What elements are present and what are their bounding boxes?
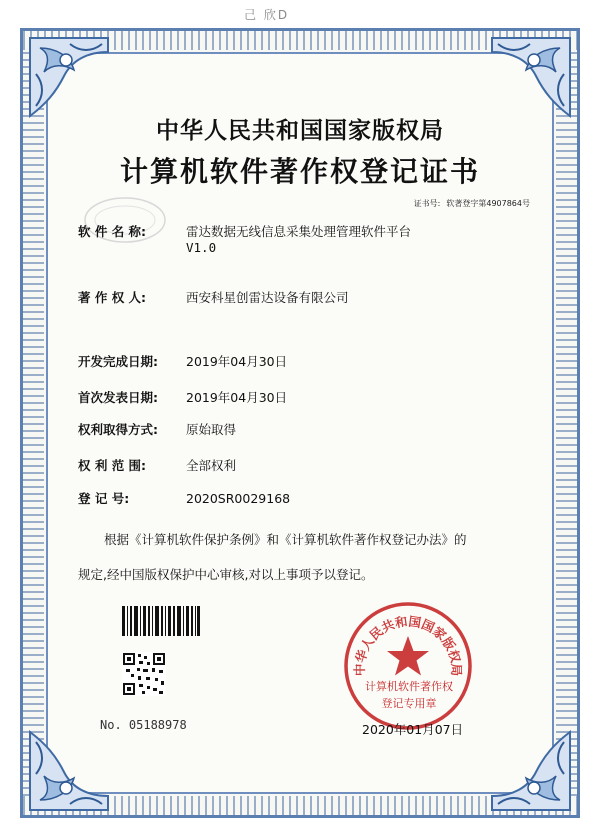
field-value: 西安科星创雷达设备有限公司 <box>186 290 349 305</box>
seal-arc-text: 中华人民共和国国家版权局 <box>351 613 465 677</box>
embossed-watermark <box>80 190 170 250</box>
statement-line-2: 规定,经中国版权保护中心审核,对以上事项予以登记。 <box>78 567 374 582</box>
field-acquire-method <box>78 420 236 438</box>
statement-line-1: 根据《计算机软件保护条例》和《计算机软件著作权登记办法》的 <box>104 532 467 547</box>
field-value: 2019年04月30日 <box>186 354 288 369</box>
corner-ornament-bottom-left <box>26 728 112 814</box>
certificate-number-label: 证书号: <box>413 199 441 208</box>
certificate-title: 计算机软件著作权登记证书 <box>119 155 480 188</box>
field-label: 登 记 号: <box>78 491 130 506</box>
issuer-title: 中华人民共和国国家版权局 <box>156 117 444 144</box>
field-value: 2019年04月30日 <box>186 390 288 405</box>
field-label: 权 利 范 围: <box>78 458 147 473</box>
field-value: 2020SR0029168 <box>186 491 291 506</box>
software-version: V1.0 <box>186 240 217 255</box>
field-dev-date <box>78 352 287 370</box>
field-label: 开发完成日期: <box>78 354 158 369</box>
issue-date: 2020年01月07日 <box>362 722 464 737</box>
field-registration-number <box>78 489 290 507</box>
certificate-number-value: 软著登字第4907864号 <box>446 199 530 208</box>
field-label: 软 件 名 称: <box>78 224 147 239</box>
field-pub-date <box>78 388 287 406</box>
field-value: 雷达数据无线信息采集处理管理软件平台 <box>186 224 412 239</box>
field-owner <box>78 288 349 306</box>
corner-ornament-bottom-right <box>488 728 574 814</box>
qr-code <box>122 652 166 696</box>
field-label: 权利取得方式: <box>78 422 158 437</box>
seal-text-line-2: 登记专用章 <box>381 697 437 710</box>
field-label: 著 作 权 人: <box>78 290 147 305</box>
corner-ornament-top-left <box>26 34 112 120</box>
certificate-number <box>414 198 530 209</box>
field-value: 全部权利 <box>186 458 237 473</box>
field-rights-scope <box>78 456 236 474</box>
serial-number: No. 05188978 <box>100 718 187 732</box>
field-software-name <box>78 222 411 240</box>
corner-ornament-top-right <box>488 34 574 120</box>
barcode <box>122 606 200 636</box>
field-label: 首次发表日期: <box>78 390 158 405</box>
official-seal <box>342 600 474 732</box>
field-value: 原始取得 <box>186 422 237 437</box>
handwritten-note: 己 欣D <box>244 8 290 22</box>
seal-text-line-1: 计算机软件著作权 <box>365 680 453 693</box>
